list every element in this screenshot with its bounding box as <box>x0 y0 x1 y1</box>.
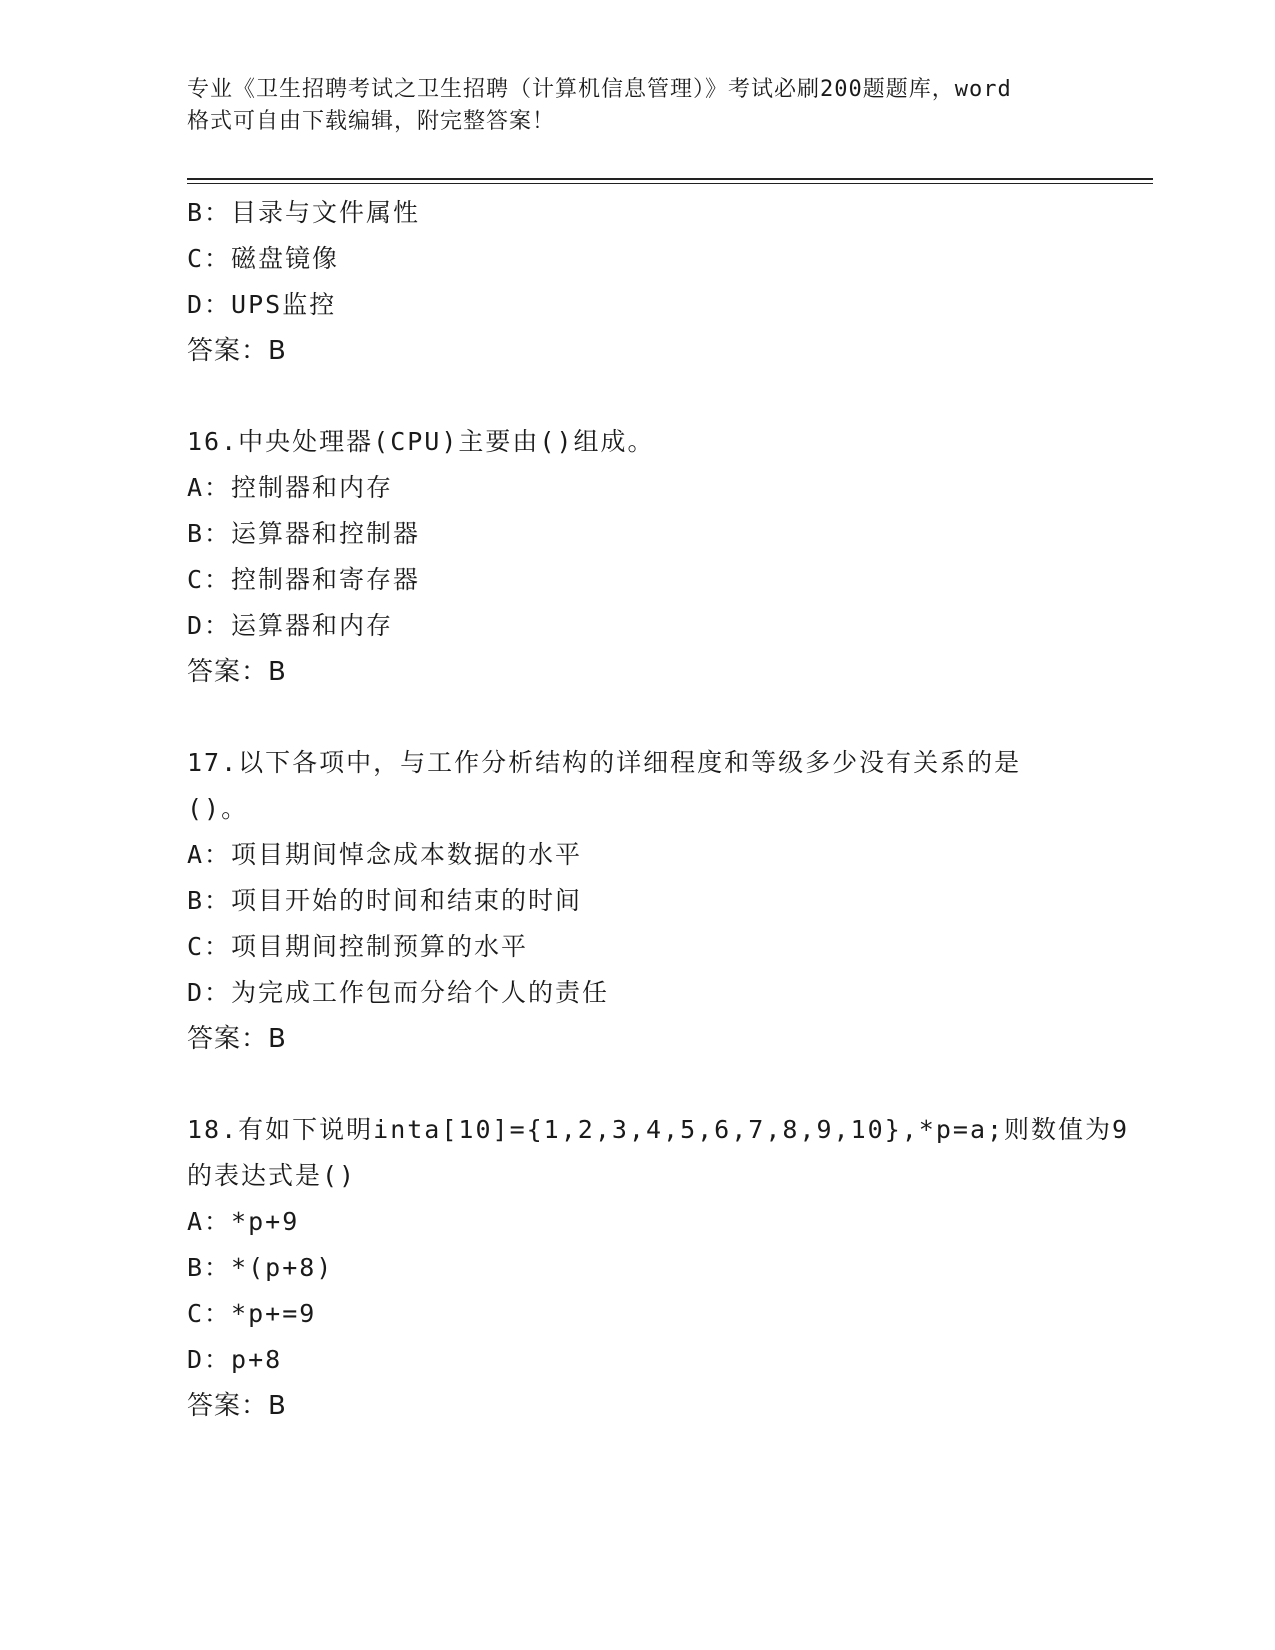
option-d: D：UPS监控 <box>187 290 337 319</box>
option-d: D：为完成工作包而分给个人的责任 <box>187 978 610 1007</box>
answer: 答案：B <box>187 336 287 366</box>
option-c: C：*p+=9 <box>187 1299 317 1328</box>
question-text-line-2: 的表达式是() <box>187 1161 357 1190</box>
document-header <box>187 74 1087 138</box>
question-list <box>187 190 1130 1429</box>
option-c: C：控制器和寄存器 <box>187 565 421 594</box>
question-text-line-1: 17.以下各项中，与工作分析结构的详细程度和等级多少没有关系的是 <box>187 748 1022 777</box>
option-b: B：目录与文件属性 <box>187 198 421 227</box>
option-c: C：项目期间控制预算的水平 <box>187 932 529 961</box>
option-a: A：控制器和内存 <box>187 473 394 502</box>
spacer <box>187 1062 1087 1107</box>
header-line-1: 专业《卫生招聘考试之卫生招聘（计算机信息管理）》考试必刷200题题库，word <box>187 77 1012 102</box>
option-a: A：项目期间悼念成本数据的水平 <box>187 840 583 869</box>
option-b: B：*(p+8) <box>187 1253 334 1282</box>
question-text-line-2: ()。 <box>187 794 249 823</box>
header-rule-thin <box>187 183 1153 184</box>
header-line-2: 格式可自由下载编辑，附完整答案！ <box>187 109 556 134</box>
option-b: B：运算器和控制器 <box>187 519 421 548</box>
option-b: B：项目开始的时间和结束的时间 <box>187 886 583 915</box>
question-text-line-1: 18.有如下说明inta[10]={1,2,3,4,5,6,7,8,9,10},*p=a;则数值为9 <box>187 1115 1130 1144</box>
question-18 <box>187 1107 1130 1429</box>
option-d: D：p+8 <box>187 1345 283 1374</box>
answer: 答案：B <box>187 657 287 687</box>
question-17 <box>187 740 1087 1062</box>
spacer <box>187 374 1087 419</box>
header-rule-thick <box>187 178 1153 180</box>
option-d: D：运算器和内存 <box>187 611 394 640</box>
option-a: A：*p+9 <box>187 1207 300 1236</box>
spacer <box>187 695 1087 740</box>
answer: 答案：B <box>187 1024 287 1054</box>
answer: 答案：B <box>187 1391 287 1421</box>
question-16 <box>187 419 1087 695</box>
question-15-tail <box>187 190 1087 374</box>
option-c: C：磁盘镜像 <box>187 244 340 273</box>
question-text: 16.中央处理器(CPU)主要由()组成。 <box>187 427 655 456</box>
